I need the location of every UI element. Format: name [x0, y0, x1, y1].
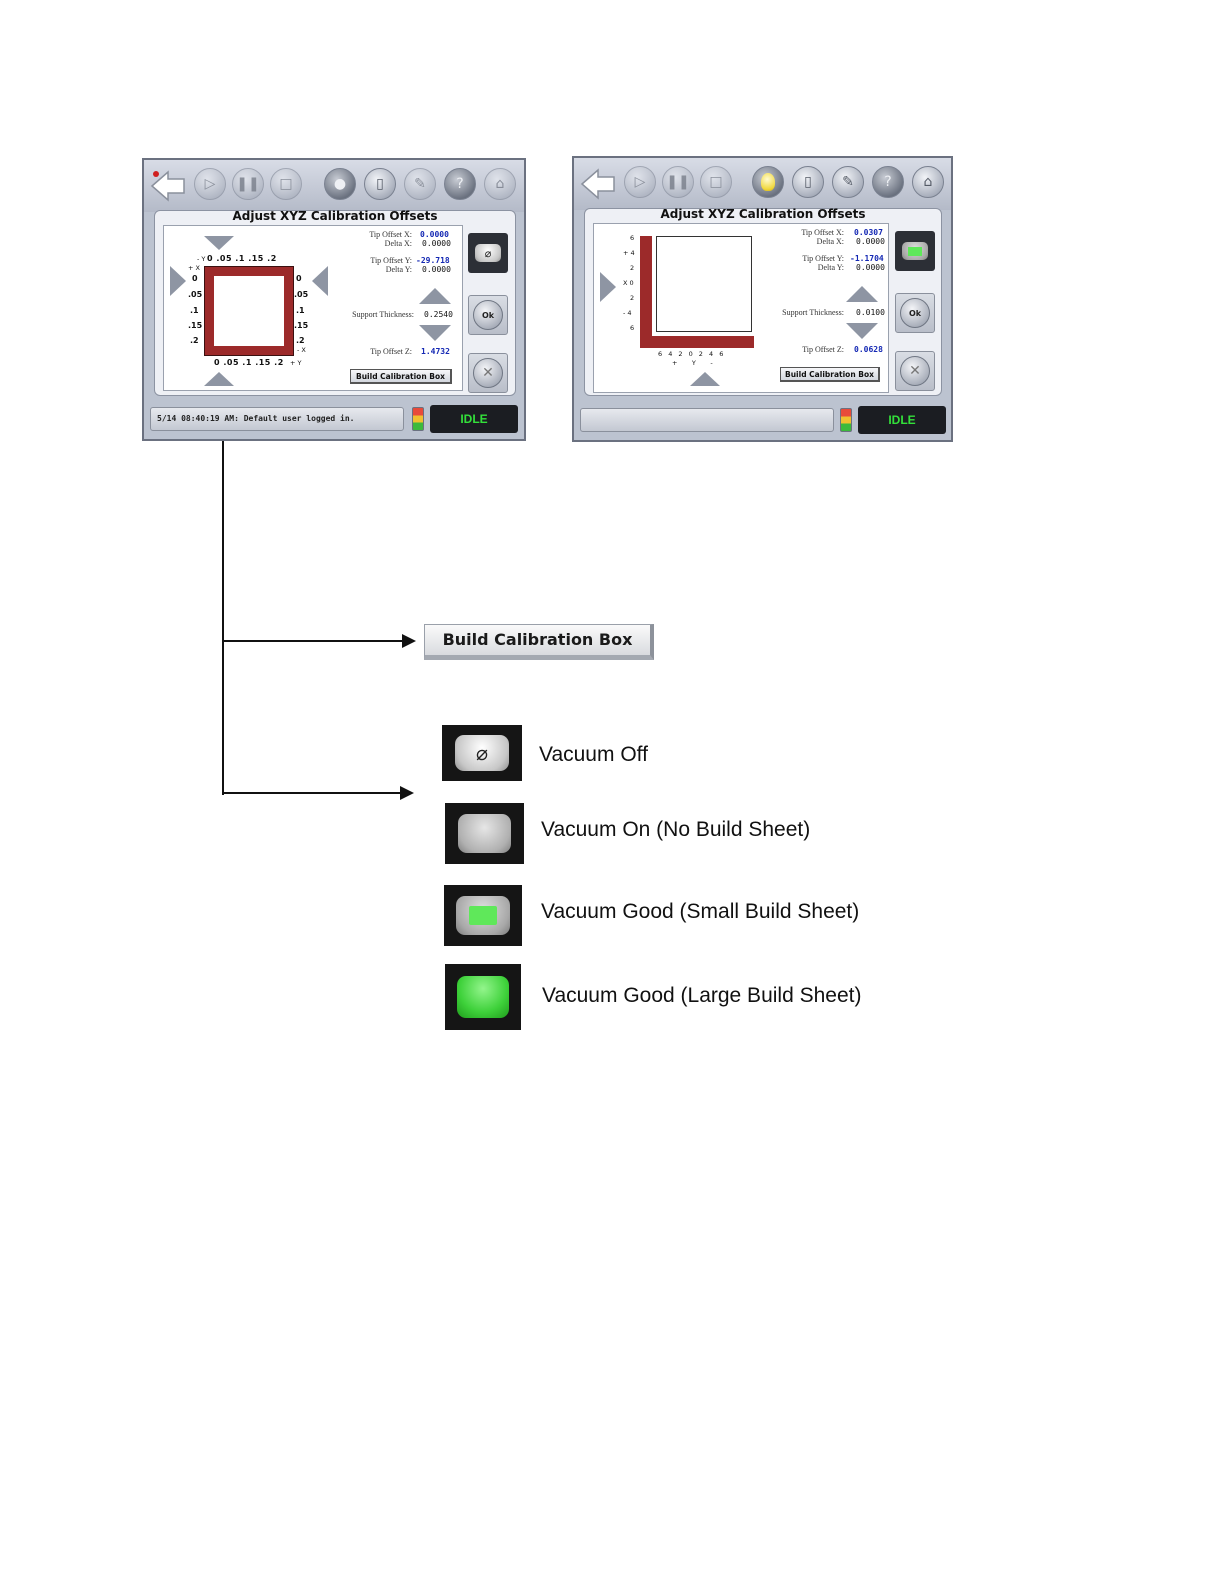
vacuum-off-icon: ⌀ — [442, 725, 522, 781]
ok-button-container — [895, 293, 935, 333]
cancel-button-container — [895, 351, 935, 391]
grid-tick-left-0: 0 — [192, 274, 198, 283]
cancel-button-container — [468, 353, 508, 393]
delta-x-value: 0.0000 — [856, 237, 885, 246]
left-tick-2: 2 — [630, 264, 635, 272]
move-right-arrow-icon[interactable] — [600, 272, 618, 302]
support-thickness-label: Support Thickness: — [352, 310, 414, 319]
door-button[interactable] — [792, 166, 824, 198]
vacuum-good-large-icon — [445, 964, 521, 1030]
calibration-dialog — [584, 208, 942, 396]
bottom-ticks: 6 4 2 0 2 4 6 — [658, 350, 726, 358]
vacuum-good-small-icon — [444, 885, 522, 946]
move-left-arrow-icon[interactable] — [312, 266, 330, 296]
tip-offset-y-label: Tip Offset Y: — [802, 254, 844, 263]
dialog-title: Adjust XYZ Calibration Offsets — [232, 209, 438, 223]
toolbar — [144, 160, 524, 212]
maintenance-button[interactable] — [404, 168, 436, 200]
status-light-icon — [412, 407, 424, 431]
left-tick-6: 6 — [630, 324, 635, 332]
grid-tick-right-3: .15 — [294, 321, 309, 330]
tip-offset-x-value: 0.0000 — [420, 230, 449, 239]
support-thickness-label: Support Thickness: — [782, 308, 844, 317]
support-decrease-arrow-icon[interactable] — [419, 325, 451, 341]
grid-tick-left-1: .05 — [188, 290, 203, 299]
bulb-icon: ● — [333, 176, 347, 192]
arrowhead-icon — [402, 634, 416, 648]
play-icon: ▷ — [204, 176, 216, 192]
grid-tick-left-4: .2 — [190, 336, 199, 345]
tip-offset-z-label: Tip Offset Z: — [370, 347, 412, 356]
delta-x-label: Delta X: — [384, 239, 412, 248]
vacuum-on-icon — [445, 803, 524, 864]
door-button[interactable] — [364, 168, 396, 200]
grid-tick-right-2: .1 — [296, 306, 305, 315]
delta-y-value: 0.0000 — [856, 263, 885, 272]
back-arrow-icon[interactable] — [150, 168, 186, 204]
pause-button[interactable] — [662, 166, 694, 198]
vacuum-good-small-label: Vacuum Good (Small Build Sheet) — [541, 900, 860, 923]
pause-button[interactable] — [232, 168, 264, 200]
grid-tick-right-1: .05 — [294, 290, 309, 299]
tip-offset-y-label: Tip Offset Y: — [370, 256, 412, 265]
stop-button[interactable] — [270, 168, 302, 200]
vacuum-good-small-icon — [902, 242, 928, 260]
printer-state: IDLE — [430, 405, 518, 433]
left-tick-0: 6 — [630, 234, 635, 242]
dialog-title: Adjust XYZ Calibration Offsets — [660, 207, 866, 221]
status-message — [580, 408, 834, 432]
move-down-arrow-icon[interactable] — [204, 372, 234, 388]
tip-offset-y-value: -1.1704 — [850, 254, 884, 263]
stop-button[interactable] — [700, 166, 732, 198]
arrowhead-icon — [400, 786, 414, 800]
ok-button-container — [468, 295, 508, 335]
status-bar — [150, 405, 518, 433]
tip-offset-x-value: 0.0307 — [854, 228, 883, 237]
move-down-arrow-icon[interactable] — [690, 372, 720, 388]
axis-label-minus-x: - X — [297, 346, 306, 354]
wrench-icon: ✎ — [414, 176, 426, 192]
stop-icon: □ — [709, 174, 723, 190]
calibration-panel — [163, 225, 463, 391]
calibration-dialog — [154, 210, 516, 396]
callout-vertical-line — [222, 441, 224, 795]
ok-button[interactable]: Ok — [473, 300, 503, 330]
wrench-icon: ✎ — [842, 174, 854, 190]
light-button[interactable] — [752, 166, 784, 198]
bottom-signs: + Y - — [672, 359, 713, 367]
axis-label-plus-x: + X — [188, 264, 200, 272]
vacuum-toggle-button[interactable] — [468, 233, 508, 273]
support-thickness-value: 0.0100 — [856, 308, 885, 317]
cancel-icon: ✕ — [909, 363, 921, 379]
status-message: 5/14 08:40:19 AM: Default user logged in. — [150, 407, 404, 431]
support-increase-arrow-icon[interactable] — [846, 286, 878, 302]
play-icon: ▷ — [634, 174, 646, 190]
tip-offset-x-label: Tip Offset X: — [369, 230, 412, 239]
back-arrow-icon[interactable] — [580, 166, 616, 202]
delta-x-value: 0.0000 — [422, 239, 451, 248]
tip-offset-z-label: Tip Offset Z: — [802, 345, 844, 354]
vacuum-toggle-button[interactable] — [895, 231, 935, 271]
grid-tick-right-0: 0 — [296, 274, 302, 283]
cancel-icon: ✕ — [482, 365, 494, 381]
user-button[interactable] — [912, 166, 944, 198]
delta-y-label: Delta Y: — [385, 265, 412, 274]
light-button[interactable] — [324, 168, 356, 200]
calibration-square — [205, 267, 293, 355]
build-calibration-box-button[interactable]: Build Calibration Box — [780, 367, 880, 382]
calibration-l-shape — [640, 236, 754, 348]
door-icon: ▯ — [804, 174, 812, 190]
tip-offset-y-value: -29.718 — [416, 256, 450, 265]
callout-line-vacuum-icons — [222, 792, 402, 794]
grid-ticks-top: 0 .05 .1 .15 .2 — [207, 254, 277, 263]
help-icon: ? — [456, 176, 464, 192]
vacuum-on-label: Vacuum On (No Build Sheet) — [541, 818, 811, 841]
printer-screen-left — [142, 158, 526, 441]
tip-offset-x-label: Tip Offset X: — [801, 228, 844, 237]
bulb-icon — [761, 173, 775, 191]
grid-ticks-bottom: 0 .05 .1 .15 .2 — [214, 358, 284, 367]
callout-line-build-button — [222, 640, 404, 642]
calibration-panel — [593, 223, 889, 393]
build-calibration-box-button[interactable]: Build Calibration Box — [350, 369, 452, 384]
printer-state: IDLE — [858, 406, 946, 434]
help-button[interactable] — [444, 168, 476, 200]
cancel-button[interactable] — [473, 358, 503, 388]
help-button[interactable] — [872, 166, 904, 198]
delta-y-label: Delta Y: — [817, 263, 844, 272]
build-calibration-box-button-enlarged[interactable]: Build Calibration Box — [424, 624, 654, 660]
left-tick-5: - 4 — [623, 309, 632, 317]
vacuum-good-large-label: Vacuum Good (Large Build Sheet) — [542, 984, 862, 1007]
grid-tick-right-4: .2 — [296, 336, 305, 345]
support-thickness-value: 0.2540 — [424, 310, 453, 319]
user-icon: ⌂ — [495, 176, 505, 192]
vacuum-off-label: Vacuum Off — [539, 743, 648, 766]
ok-button[interactable]: Ok — [900, 298, 930, 328]
grid-tick-left-2: .1 — [190, 306, 199, 315]
tip-offset-z-value: 1.4732 — [421, 347, 450, 356]
grid-tick-left-3: .15 — [188, 321, 203, 330]
support-decrease-arrow-icon[interactable] — [846, 323, 878, 339]
delta-y-value: 0.0000 — [422, 265, 451, 274]
maintenance-button[interactable] — [832, 166, 864, 198]
delta-x-label: Delta X: — [816, 237, 844, 246]
user-icon: ⌂ — [923, 174, 933, 190]
printer-screen-right — [572, 156, 953, 442]
play-button[interactable] — [194, 168, 226, 200]
calibration-square — [656, 236, 752, 332]
move-up-arrow-icon[interactable] — [204, 236, 234, 252]
left-tick-3: X 0 — [623, 279, 634, 287]
support-increase-arrow-icon[interactable] — [419, 288, 451, 304]
status-light-icon — [840, 408, 852, 432]
cancel-button[interactable] — [900, 356, 930, 386]
left-tick-4: 2 — [630, 294, 635, 302]
stop-icon: □ — [279, 176, 293, 192]
play-button[interactable] — [624, 166, 656, 198]
axis-label-plus-y: + Y — [290, 359, 302, 367]
pause-icon: ❚❚ — [236, 176, 260, 192]
status-bar — [580, 406, 945, 434]
pause-icon: ❚❚ — [666, 174, 690, 190]
help-icon: ? — [884, 174, 892, 190]
tip-offset-z-value: 0.0628 — [854, 345, 883, 354]
user-button[interactable] — [484, 168, 516, 200]
toolbar — [574, 158, 951, 210]
vacuum-off-icon: ⌀ — [475, 244, 501, 262]
door-icon: ▯ — [376, 176, 384, 192]
axis-label-minus-y: - Y — [197, 255, 206, 263]
move-right-arrow-icon[interactable] — [170, 266, 188, 296]
left-tick-1: + 4 — [623, 249, 635, 257]
